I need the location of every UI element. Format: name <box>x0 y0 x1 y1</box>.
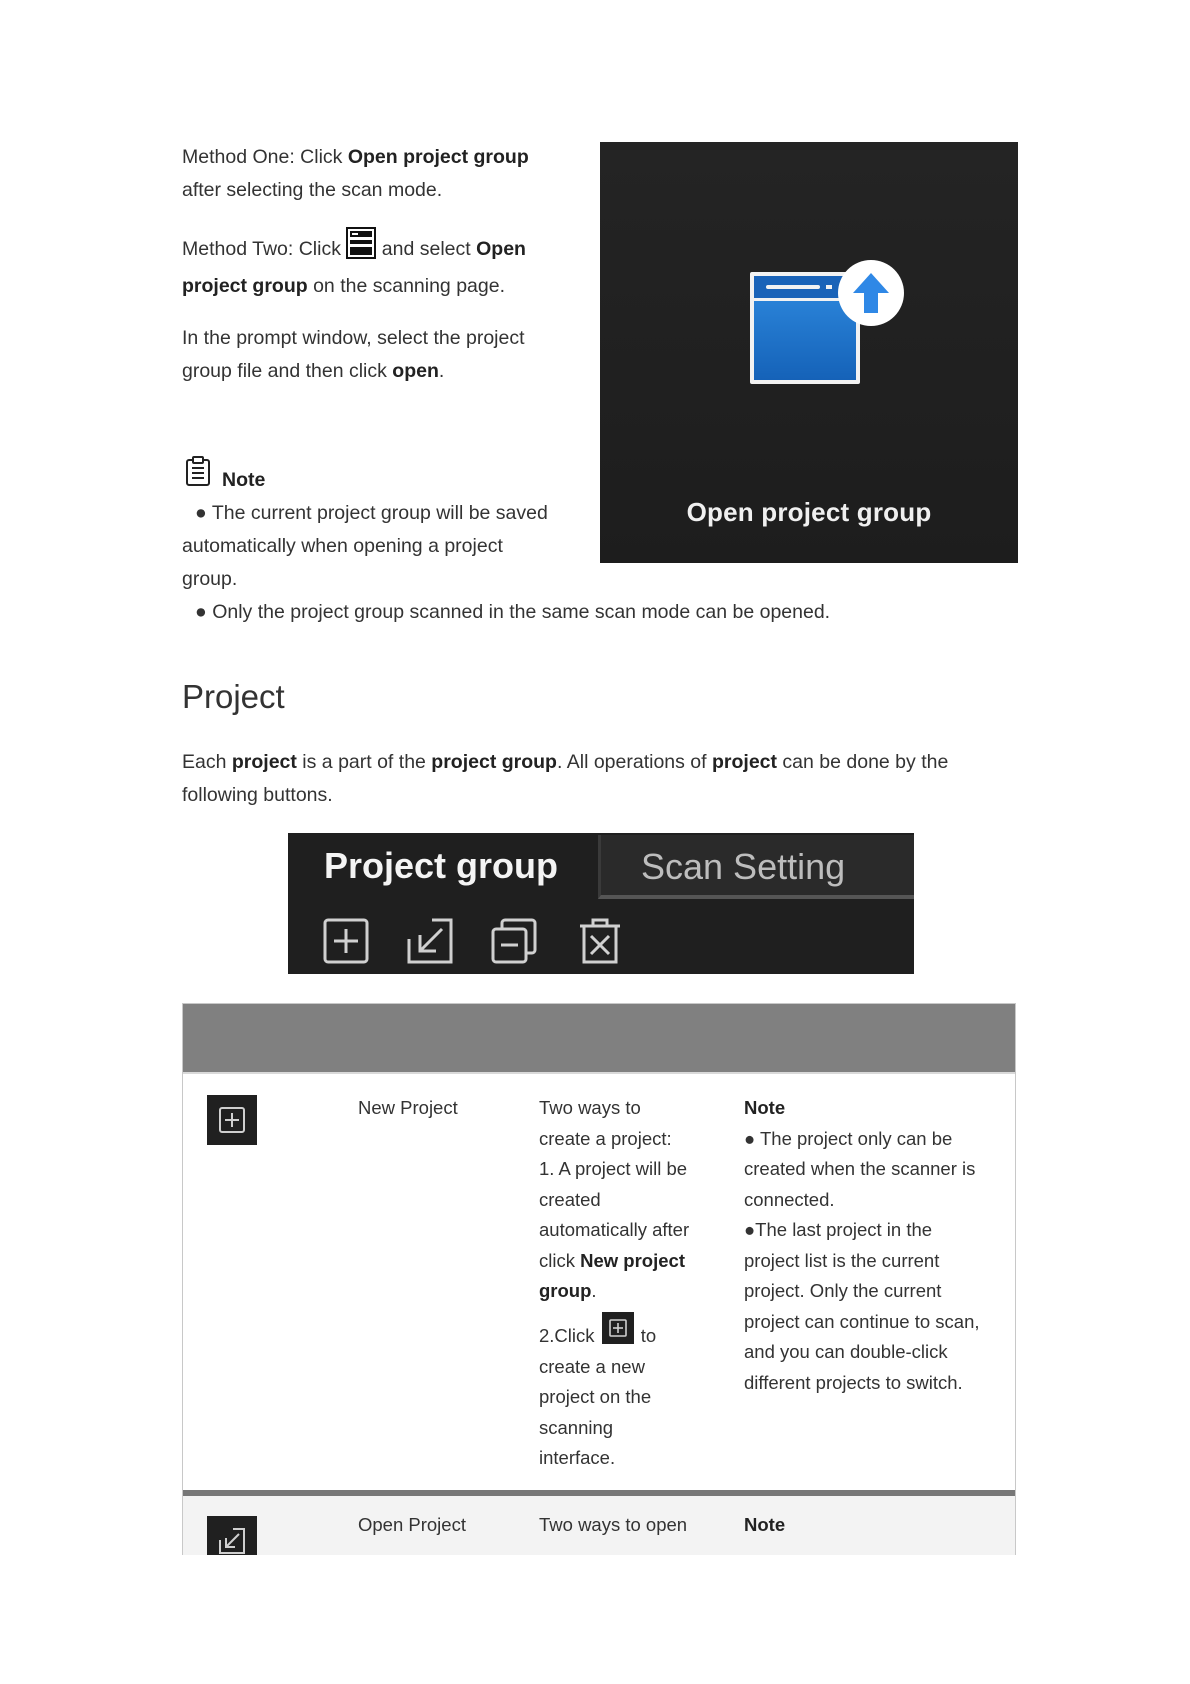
note-line: project list is the current <box>744 1249 940 1271</box>
desc-bold: New project <box>580 1249 685 1271</box>
new-project-icon[interactable] <box>322 917 370 965</box>
method-two-bold1: Open <box>476 238 526 260</box>
open-project-icon <box>207 1516 257 1555</box>
method-one-line2: after selecting the scan mode. <box>182 179 443 201</box>
desc2-line: interface. <box>539 1447 616 1468</box>
note-line: connected. <box>744 1188 835 1210</box>
intro-part4: can be done by the <box>777 751 949 773</box>
titlebar-line <box>766 285 820 289</box>
method-one-text <box>182 141 529 207</box>
desc2-line: create a new <box>539 1355 645 1377</box>
prompt-period: . <box>438 360 445 382</box>
project-menu-icon <box>346 227 376 270</box>
clipboard-note-icon <box>185 455 211 487</box>
row-description-2 <box>539 1312 656 1474</box>
note-line: ● The project only can be <box>744 1127 953 1149</box>
note-title: Note <box>744 1097 786 1118</box>
table-row <box>183 1072 1015 1490</box>
method-two-suffix: on the scanning page. <box>307 275 505 297</box>
desc-line: create a project: <box>539 1127 672 1149</box>
upload-arrow-icon <box>838 260 904 326</box>
desc2-suffix: to <box>635 1325 657 1346</box>
note-bullet1-line3: group. <box>182 568 238 590</box>
tab-scan-setting[interactable]: Scan Setting <box>598 835 914 899</box>
intro-line2: following buttons. <box>182 784 333 806</box>
row-name: New Project <box>358 1097 458 1118</box>
method-one-prefix: Method One: Click <box>182 146 348 168</box>
method-two-prefix: Method Two: Click <box>182 238 347 260</box>
open-project-icon[interactable] <box>406 917 454 965</box>
row-description: Two ways to open <box>539 1514 688 1535</box>
note-line: created when the scanner is <box>744 1158 976 1179</box>
section-heading-project: Project <box>182 678 285 715</box>
method-two-mid: and select <box>376 238 477 260</box>
desc2-prefix: 2.Click <box>539 1325 600 1346</box>
method-two-text <box>182 227 526 303</box>
note-line: project. Only the current <box>744 1280 942 1301</box>
desc-line: automatically after <box>539 1219 690 1240</box>
row-note <box>744 1093 980 1398</box>
method-one-bold: Open project group <box>347 146 529 168</box>
desc-bold: group <box>539 1280 592 1301</box>
prompt-line2: group file and then click <box>182 360 393 382</box>
intro-part2: is a part of the <box>296 751 432 773</box>
desc2-line: scanning <box>539 1416 614 1438</box>
desc-line: 1. A project will be <box>539 1158 688 1179</box>
delete-project-icon[interactable] <box>576 917 624 965</box>
row-name: Open Project <box>358 1514 466 1535</box>
prompt-line1: In the prompt window, select the project <box>182 327 525 349</box>
desc-line: Two ways to <box>539 1097 641 1118</box>
intro-part1: Each <box>182 751 232 773</box>
desc2-line: project on the <box>539 1386 652 1407</box>
intro-bold3: project <box>711 751 777 773</box>
new-project-icon <box>602 1312 634 1344</box>
desc-period: . <box>591 1280 597 1301</box>
intro-part3: . All operations of <box>556 751 712 773</box>
open-project-group-image <box>600 142 1018 563</box>
note-line: and you can double-click <box>744 1341 948 1362</box>
titlebar-dot <box>826 285 832 289</box>
note-line: project can continue to scan, <box>744 1310 980 1332</box>
new-project-icon <box>207 1095 257 1145</box>
remove-project-icon[interactable] <box>490 917 538 965</box>
intro-bold1: project <box>231 751 297 773</box>
note-title: Note <box>744 1514 786 1535</box>
table-row <box>183 1490 1015 1555</box>
table-header <box>183 1004 1015 1072</box>
intro-bold2: project group <box>431 751 557 773</box>
note-bullet1-line2: automatically when opening a project <box>182 535 503 557</box>
open-project-group-label: Open project group <box>686 497 932 527</box>
note-bullet1-line1: ● The current project group will be saved <box>195 502 548 524</box>
project-toolbar-image <box>288 833 914 974</box>
tab-project-group[interactable]: Project group <box>324 845 559 886</box>
project-intro <box>182 746 948 812</box>
desc-line: created <box>539 1188 601 1210</box>
prompt-bold: open <box>392 360 439 382</box>
row-description <box>539 1093 689 1307</box>
note-line: different projects to switch. <box>744 1371 963 1393</box>
method-two-bold2: project group <box>182 275 308 297</box>
project-buttons-table <box>182 1003 1016 1555</box>
note-bullet2: ● Only the project group scanned in the same scan mode can be opened. <box>195 601 831 623</box>
prompt-text <box>182 322 525 388</box>
note-line: ●The last project in the <box>744 1219 933 1240</box>
note-title: Note <box>222 469 266 491</box>
desc-click: click <box>539 1249 581 1271</box>
